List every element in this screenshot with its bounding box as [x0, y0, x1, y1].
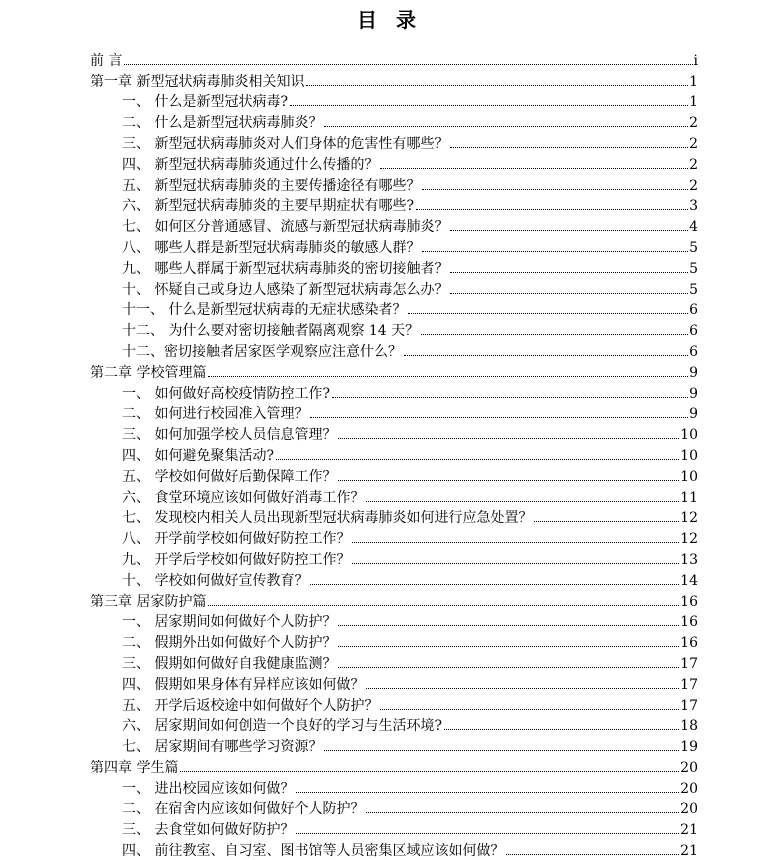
dot-leader	[306, 85, 688, 86]
dot-leader	[408, 313, 688, 314]
toc-entry-label: 一、 居家期间如何做好个人防护？	[122, 614, 337, 631]
dot-leader	[180, 771, 679, 772]
toc-page-number: 19	[680, 739, 698, 756]
toc-page-number: 16	[680, 635, 698, 652]
toc-entry-label: 五、 学校如何做好后勤保障工作？	[122, 468, 337, 485]
toc-chapter-entry[interactable]	[90, 361, 698, 382]
dot-leader	[208, 376, 688, 377]
toc-entry-label: 十、 学校如何做好宣传教育？	[122, 572, 309, 589]
toc-page-number: i	[693, 52, 698, 69]
toc-section-entry[interactable]	[90, 444, 698, 465]
toc-page-number: 5	[689, 239, 698, 256]
dot-leader	[506, 854, 679, 855]
dot-leader	[450, 293, 688, 294]
toc-entry-label: 七、 发现校内相关人员出现新型冠状病毒肺炎如何进行应急处置？	[122, 510, 533, 527]
toc-page-number: 18	[680, 718, 698, 735]
toc-section-entry[interactable]	[90, 174, 698, 195]
toc-chapter-entry[interactable]	[90, 756, 698, 777]
dot-leader	[208, 605, 679, 606]
toc-section-entry[interactable]	[90, 195, 698, 216]
toc-section-entry[interactable]	[90, 548, 698, 569]
dot-leader	[290, 105, 688, 106]
dot-leader	[380, 709, 679, 710]
toc-entry-label: 二、 假期外出如何做好个人防护？	[122, 635, 337, 652]
toc-page-number: 10	[680, 447, 698, 464]
toc-page-number: 17	[680, 655, 698, 672]
toc-entry-label: 一、 如何做好高校疫情防控工作?	[122, 385, 330, 402]
toc-page-number: 9	[689, 364, 698, 381]
toc-page-number: 9	[689, 385, 698, 402]
toc-page-number: 16	[680, 614, 698, 631]
toc-entry-label: 十一、 什么是新型冠状病毒的无症状感染者？	[122, 302, 407, 319]
toc-entry-label: 三、 假期如何做好自我健康监测？	[122, 655, 337, 672]
toc-section-entry[interactable]	[90, 340, 698, 361]
toc-page-number: 20	[680, 780, 698, 797]
toc-page-number: 4	[689, 219, 698, 236]
toc-page-number: 21	[680, 843, 698, 860]
dot-leader	[421, 334, 688, 335]
toc-section-entry[interactable]	[90, 527, 698, 548]
toc-section-entry[interactable]	[90, 673, 698, 694]
toc-page-number: 16	[680, 593, 698, 610]
toc-entry-label: 五、 新型冠状病毒肺炎的主要传播途径有哪些？	[122, 177, 421, 194]
dot-leader	[366, 501, 679, 502]
toc-entry-label: 三、 如何加强学校人员信息管理？	[122, 427, 337, 444]
toc-page-number: 9	[689, 406, 698, 423]
dot-leader	[416, 209, 688, 210]
toc-chapter-entry[interactable]	[90, 590, 698, 611]
toc-entry-label: 七、 居家期间有哪些学习资源？	[122, 739, 323, 756]
toc-page-number: 5	[689, 260, 698, 277]
toc-page-number: 20	[680, 759, 698, 776]
toc-page-number: 13	[680, 551, 698, 568]
toc-page-number: 2	[689, 135, 698, 152]
toc-section-entry[interactable]	[90, 153, 698, 174]
dot-leader	[296, 792, 679, 793]
dot-leader	[338, 480, 679, 481]
table-of-contents	[90, 49, 698, 860]
dot-leader	[310, 584, 679, 585]
toc-entry-label: 九、 开学后学校如何做好防控工作？	[122, 551, 351, 568]
toc-entry-label: 八、 开学前学校如何做好防控工作？	[122, 531, 351, 548]
toc-page-number: 3	[689, 198, 698, 215]
toc-section-entry[interactable]	[90, 507, 698, 528]
toc-page-number: 10	[680, 468, 698, 485]
dot-leader	[338, 438, 679, 439]
toc-page-number: 10	[680, 427, 698, 444]
toc-entry-label: 四、 假期如果身体有异样应该如何做？	[122, 676, 365, 693]
toc-section-entry[interactable]	[90, 215, 698, 236]
toc-entry-label: 六、 食堂环境应该如何做好消毒工作？	[122, 489, 365, 506]
toc-page-number: 12	[680, 510, 698, 527]
toc-section-entry[interactable]	[90, 631, 698, 652]
dot-leader	[450, 272, 688, 273]
dot-leader	[324, 750, 679, 751]
toc-section-entry[interactable]	[90, 91, 698, 112]
dot-leader	[422, 189, 688, 190]
dot-leader	[352, 542, 679, 543]
toc-entry-label: 七、 如何区分普通感冒、流感与新型冠状病毒肺炎？	[122, 219, 449, 236]
toc-page-number: 20	[680, 801, 698, 818]
dot-leader	[338, 667, 679, 668]
toc-entry-label: 四、 前往教室、自习室、图书馆等人员密集区域应该如何做？	[122, 843, 505, 860]
toc-page-number: 12	[680, 531, 698, 548]
toc-page-number: 14	[680, 572, 698, 589]
toc-section-entry[interactable]	[90, 486, 698, 507]
toc-entry-label: 一、 进出校园应该如何做？	[122, 780, 295, 797]
toc-entry-label: 六、 新型冠状病毒肺炎的主要早期症状有哪些?	[122, 198, 414, 215]
toc-page-number: 2	[689, 115, 698, 132]
toc-entry-label: 三、 去食堂如何做好防护？	[122, 822, 295, 839]
toc-section-entry[interactable]	[90, 319, 698, 340]
dot-leader	[296, 833, 679, 834]
toc-page-number: 1	[689, 73, 698, 90]
toc-entry-label: 二、 什么是新型冠状病毒肺炎？	[122, 115, 323, 132]
toc-page-number: 21	[680, 822, 698, 839]
toc-page-number: 6	[689, 302, 698, 319]
toc-section-entry[interactable]	[90, 715, 698, 736]
toc-section-entry[interactable]	[90, 818, 698, 839]
toc-entry-label: 十、 怀疑自己或身边人感染了新型冠状病毒怎么办？	[122, 281, 449, 298]
toc-entry-label: 第三章 居家防护篇	[90, 593, 207, 610]
dot-leader	[444, 729, 679, 730]
toc-page-number: 11	[680, 489, 698, 506]
toc-page-number: 2	[689, 156, 698, 173]
dot-leader	[338, 625, 679, 626]
toc-page-number: 17	[680, 697, 698, 714]
dot-leader	[404, 355, 688, 356]
dot-leader	[422, 251, 688, 252]
toc-section-entry[interactable]	[90, 465, 698, 486]
toc-section-entry[interactable]	[90, 569, 698, 590]
toc-section-entry[interactable]	[90, 132, 698, 153]
toc-entry-label: 第二章 学校管理篇	[90, 364, 207, 381]
toc-section-entry[interactable]	[90, 278, 698, 299]
toc-entry-label: 二、 在宿舍内应该如何做好个人防护？	[122, 801, 365, 818]
toc-section-entry[interactable]	[90, 611, 698, 632]
dot-leader	[450, 147, 688, 148]
toc-section-entry[interactable]	[90, 423, 698, 444]
toc-section-entry[interactable]	[90, 382, 698, 403]
dot-leader	[450, 230, 688, 231]
toc-entry-label: 前 言	[90, 52, 123, 69]
toc-section-entry[interactable]	[90, 257, 698, 278]
dot-leader	[534, 521, 679, 522]
toc-entry-label: 十二、密切接触者居家医学观察应注意什么？	[122, 343, 402, 360]
toc-section-entry[interactable]	[90, 299, 698, 320]
dot-leader	[366, 688, 679, 689]
dot-leader	[366, 812, 679, 813]
toc-entry-label: 九、 哪些人群属于新型冠状病毒肺炎的密切接触者？	[122, 260, 449, 277]
toc-page-number: 6	[689, 323, 698, 340]
dot-leader	[124, 64, 692, 65]
toc-section-entry[interactable]	[90, 694, 698, 715]
toc-section-entry[interactable]	[90, 236, 698, 257]
dot-leader	[276, 459, 679, 460]
toc-section-entry[interactable]	[90, 735, 698, 756]
toc-section-entry[interactable]	[90, 798, 698, 819]
toc-page-number: 1	[689, 94, 698, 111]
dot-leader	[338, 646, 679, 647]
toc-chapter-entry[interactable]	[90, 49, 698, 70]
toc-entry-label: 四、 新型冠状病毒肺炎通过什么传播的？	[122, 156, 379, 173]
toc-entry-label: 八、 哪些人群是新型冠状病毒肺炎的敏感人群？	[122, 239, 421, 256]
toc-entry-label: 十二、 为什么要对密切接触者隔离观察 14 天？	[122, 323, 420, 340]
dot-leader	[310, 417, 688, 418]
toc-section-entry[interactable]	[90, 652, 698, 673]
page-title: 目 录	[357, 8, 422, 32]
toc-entry-label: 第四章 学生篇	[90, 759, 179, 776]
toc-chapter-entry[interactable]	[90, 70, 698, 91]
toc-entry-label: 六、 居家期间如何创造一个良好的学习与生活环境?	[122, 718, 442, 735]
dot-leader	[332, 397, 688, 398]
toc-entry-label: 二、 如何进行校园准入管理？	[122, 406, 309, 423]
toc-entry-label: 五、 开学后返校途中如何做好个人防护？	[122, 697, 379, 714]
toc-entry-label: 四、 如何避免聚集活动?	[122, 447, 274, 464]
toc-page-number: 17	[680, 676, 698, 693]
toc-section-entry[interactable]	[90, 777, 698, 798]
dot-leader	[352, 563, 679, 564]
dot-leader	[380, 168, 688, 169]
toc-page-number: 5	[689, 281, 698, 298]
toc-section-entry[interactable]	[90, 111, 698, 132]
toc-page-number: 2	[689, 177, 698, 194]
toc-page-number: 6	[689, 343, 698, 360]
toc-section-entry[interactable]	[90, 839, 698, 860]
toc-section-entry[interactable]	[90, 403, 698, 424]
dot-leader	[324, 126, 688, 127]
toc-entry-label: 一、 什么是新型冠状病毒?	[122, 94, 288, 111]
toc-entry-label: 第一章 新型冠状病毒肺炎相关知识	[90, 73, 305, 90]
toc-entry-label: 三、 新型冠状病毒肺炎对人们身体的危害性有哪些？	[122, 135, 449, 152]
